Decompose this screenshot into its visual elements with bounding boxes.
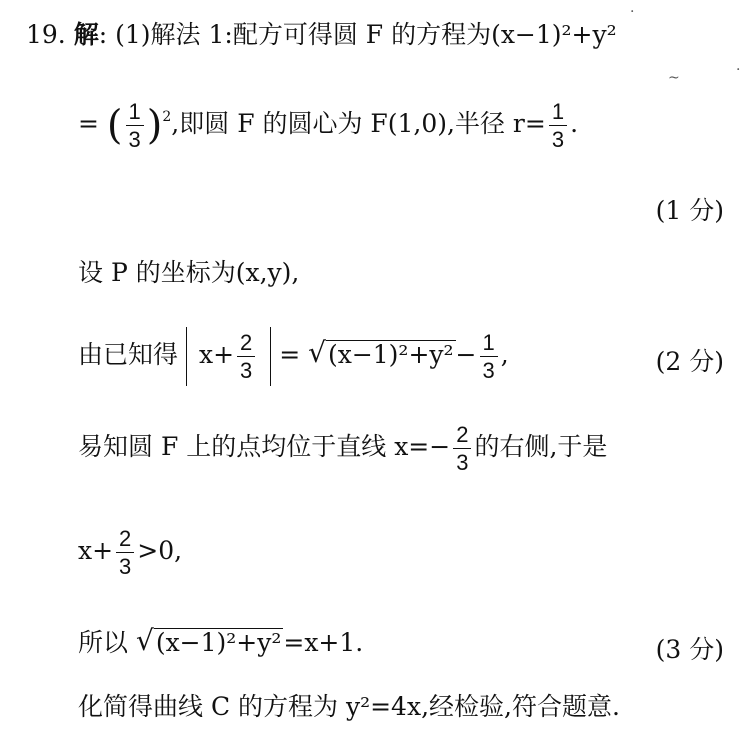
left-paren: ( — [106, 102, 123, 149]
line5-suffix: 的右侧,于是 — [474, 432, 608, 462]
scan-speck: ~ — [668, 70, 680, 86]
method-label: 解法 1: — [150, 20, 233, 49]
right-paren: ) — [146, 102, 163, 149]
square-root: √ (x−1)²+y² — [308, 336, 454, 370]
fraction-radius: $\frac{1}{3}$ — [549, 100, 567, 151]
fraction-two-thirds-3: $\frac{2}{3}$ — [116, 527, 134, 578]
line-2: = ( $\frac{1}{3}$ )$^2$,即圆 F 的圆心为 F(1,0),半径 r= $\frac{1}{3}$ . — [78, 99, 579, 153]
scan-speck: · — [630, 4, 635, 20]
line-4: 由已知得 x+ $\frac{2}{3}$ = √ (x−1)²+y² − $\frac{1}{3}$ , — [78, 327, 509, 386]
square-root-2: √ (x−1)²+y² — [135, 624, 282, 657]
fraction-one-third: $\frac{1}{3}$ — [126, 100, 144, 151]
fraction-two-thirds-2: $\frac{2}{3}$ — [453, 423, 471, 474]
line2-text: ,即圆 F 的圆心为 F(1,0),半径 r= — [171, 109, 546, 139]
score-1: (1 分) — [655, 196, 724, 225]
score-2: (2 分) — [655, 347, 724, 376]
score-3: (3 分) — [655, 635, 724, 664]
line-7: 所以 √ (x−1)²+y² =x+1. — [78, 624, 364, 657]
solve-label: 解 — [73, 20, 99, 49]
line3-text: 设 P 的坐标为(x,y), — [78, 258, 300, 287]
line-1: 19. 解: (1)解法 1:配方可得圆 F 的方程为(x−1)²+y² — [26, 20, 617, 49]
line-5 — [78, 423, 607, 474]
line-8 — [78, 694, 620, 719]
line5-text: 易知圆 F 上的点均位于直线 x=− — [78, 432, 451, 462]
line1-text: 配方可得圆 F 的方程为(x−1)²+y² — [232, 20, 617, 49]
part-label: (1) — [115, 20, 151, 49]
absolute-value: x+ $\frac{2}{3}$ — [186, 327, 271, 386]
equals-sign: = — [78, 109, 99, 139]
problem-number: 19. — [26, 20, 66, 49]
fraction-one-third-2: $\frac{1}{3}$ — [480, 331, 498, 382]
line4-prefix: 由已知得 — [78, 340, 179, 370]
line-3 — [78, 260, 299, 285]
scan-speck: · — [736, 62, 741, 78]
fraction-two-thirds: $\frac{2}{3}$ — [237, 331, 255, 382]
line8-text: 化简得曲线 C 的方程为 y²=4x,经检验,符合题意. — [78, 692, 620, 721]
line-6: x+ $\frac{2}{3}$ >0, — [78, 526, 183, 580]
